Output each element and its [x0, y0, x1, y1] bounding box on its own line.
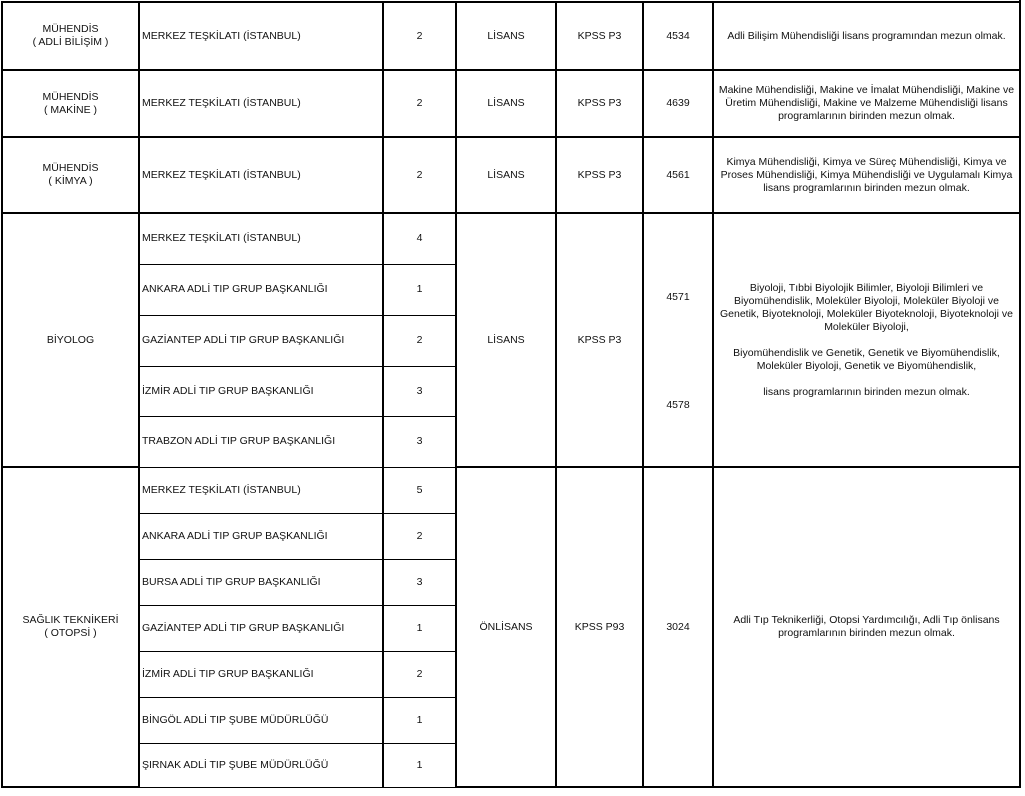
code-cell: 4639	[643, 70, 713, 137]
table-row	[2, 137, 1020, 213]
count-cell: 5	[383, 467, 456, 513]
position-cell	[2, 2, 139, 70]
code-cell: 4561	[643, 137, 713, 213]
position-cell	[2, 70, 139, 137]
table-row	[2, 467, 1020, 513]
requirement-part: lisans programlarının birinden mezun olmak.	[763, 385, 970, 398]
code-cell: 3024	[643, 467, 713, 787]
table-row	[2, 213, 1020, 264]
exam-cell: KPSS P3	[556, 137, 643, 213]
count-cell: 3	[383, 559, 456, 605]
requirement-cell: Adli Bilişim Mühendisliği lisans programından mezun olmak.	[713, 2, 1020, 70]
unit-cell: İZMİR ADLİ TIP GRUP BAŞKANLIĞI	[139, 651, 383, 697]
requirement-part: Biyomühendislik ve Genetik, Genetik ve Biyomühendislik, Moleküler Biyoloji, Genetik ve Biyomühendislik,	[733, 346, 1000, 372]
count-cell: 4	[383, 213, 456, 264]
count-cell: 3	[383, 416, 456, 467]
count-cell: 2	[383, 651, 456, 697]
unit-cell: ANKARA ADLİ TIP GRUP BAŞKANLIĞI	[139, 513, 383, 559]
code-1: 4571	[666, 291, 690, 303]
table-row	[2, 70, 1020, 137]
unit-cell: MERKEZ TEŞKİLATI (İSTANBUL)	[139, 2, 383, 70]
count-cell: 2	[383, 513, 456, 559]
unit-cell: GAZİANTEP ADLİ TIP GRUP BAŞKANLIĞI	[139, 605, 383, 651]
position-cell	[2, 467, 139, 787]
requirement-cell: Kimya Mühendisliği, Kimya ve Süreç Mühendisliği, Kimya ve Proses Mühendisliği, Kimya Mühendisliği ve Uygulamalı Kimya lisans programlarının birinden mezun olmak.	[713, 137, 1020, 213]
position-cell: BİYOLOG	[2, 213, 139, 467]
position-title: MÜHENDİS	[42, 23, 99, 35]
count-cell: 3	[383, 366, 456, 416]
code-cell	[643, 213, 713, 467]
right-border-line	[1019, 0, 1021, 788]
position-subtitle: ( ADLİ BİLİŞİM )	[32, 36, 109, 48]
position-subtitle: ( MAKİNE )	[43, 103, 98, 116]
position-title: SAĞLIK TEKNİKERİ	[22, 614, 119, 626]
exam-cell: KPSS P3	[556, 213, 643, 467]
unit-cell: MERKEZ TEŞKİLATI (İSTANBUL)	[139, 467, 383, 513]
education-cell: LİSANS	[456, 70, 556, 137]
count-cell: 2	[383, 137, 456, 213]
education-cell: LİSANS	[456, 2, 556, 70]
code-2: 4578	[666, 399, 690, 411]
count-cell: 1	[383, 743, 456, 787]
count-cell: 1	[383, 264, 456, 315]
unit-cell: MERKEZ TEŞKİLATI (İSTANBUL)	[139, 213, 383, 264]
requirement-cell	[713, 213, 1020, 467]
code-cell: 4534	[643, 2, 713, 70]
requirement-cell: Adli Tıp Teknikerliği, Otopsi Yardımcılığı, Adli Tıp önlisans programlarının birinden mezun olmak.	[713, 467, 1020, 787]
position-subtitle: ( OTOPSİ )	[44, 627, 97, 639]
position-title: MÜHENDİS	[42, 90, 99, 103]
unit-cell: ŞIRNAK ADLİ TIP ŞUBE MÜDÜRLÜĞÜ	[139, 743, 383, 787]
count-cell: 1	[383, 697, 456, 743]
unit-cell: ANKARA ADLİ TIP GRUP BAŞKANLIĞI	[139, 264, 383, 315]
unit-cell: MERKEZ TEŞKİLATI (İSTANBUL)	[139, 137, 383, 213]
unit-cell: BURSA ADLİ TIP GRUP BAŞKANLIĞI	[139, 559, 383, 605]
position-subtitle: ( KİMYA )	[48, 175, 93, 187]
education-cell: ÖNLİSANS	[456, 467, 556, 787]
count-cell: 1	[383, 605, 456, 651]
unit-cell: GAZİANTEP ADLİ TIP GRUP BAŞKANLIĞI	[139, 315, 383, 366]
exam-cell: KPSS P93	[556, 467, 643, 787]
education-cell: LİSANS	[456, 213, 556, 467]
count-cell: 2	[383, 70, 456, 137]
table-row	[2, 2, 1020, 70]
education-cell: LİSANS	[456, 137, 556, 213]
unit-cell: MERKEZ TEŞKİLATI (İSTANBUL)	[139, 70, 383, 137]
requirement-part: Biyoloji, Tıbbi Biyolojik Bilimler, Biyoloji Bilimleri ve Biyomühendislik, Moleküler Biyoloji, Moleküler Biyoloji ve Genetik, Biyoteknoloji, Moleküler Biyoteknoloji, Biyoteknoloji ve Moleküler Biyoloji,	[720, 281, 1013, 333]
count-cell: 2	[383, 2, 456, 70]
exam-cell: KPSS P3	[556, 70, 643, 137]
exam-cell: KPSS P3	[556, 2, 643, 70]
unit-cell: TRABZON ADLİ TIP GRUP BAŞKANLIĞI	[139, 416, 383, 467]
count-cell: 2	[383, 315, 456, 366]
requirement-cell: Makine Mühendisliği, Makine ve İmalat Mühendisliği, Makine ve Üretim Mühendisliği, Makine ve Malzeme Mühendisliği lisans programlarının birinden mezun olmak.	[713, 70, 1020, 137]
position-title: MÜHENDİS	[42, 162, 99, 174]
unit-cell: BİNGÖL ADLİ TIP ŞUBE MÜDÜRLÜĞÜ	[139, 697, 383, 743]
positions-table	[1, 1, 1021, 788]
position-cell	[2, 137, 139, 213]
unit-cell: İZMİR ADLİ TIP GRUP BAŞKANLIĞI	[139, 366, 383, 416]
